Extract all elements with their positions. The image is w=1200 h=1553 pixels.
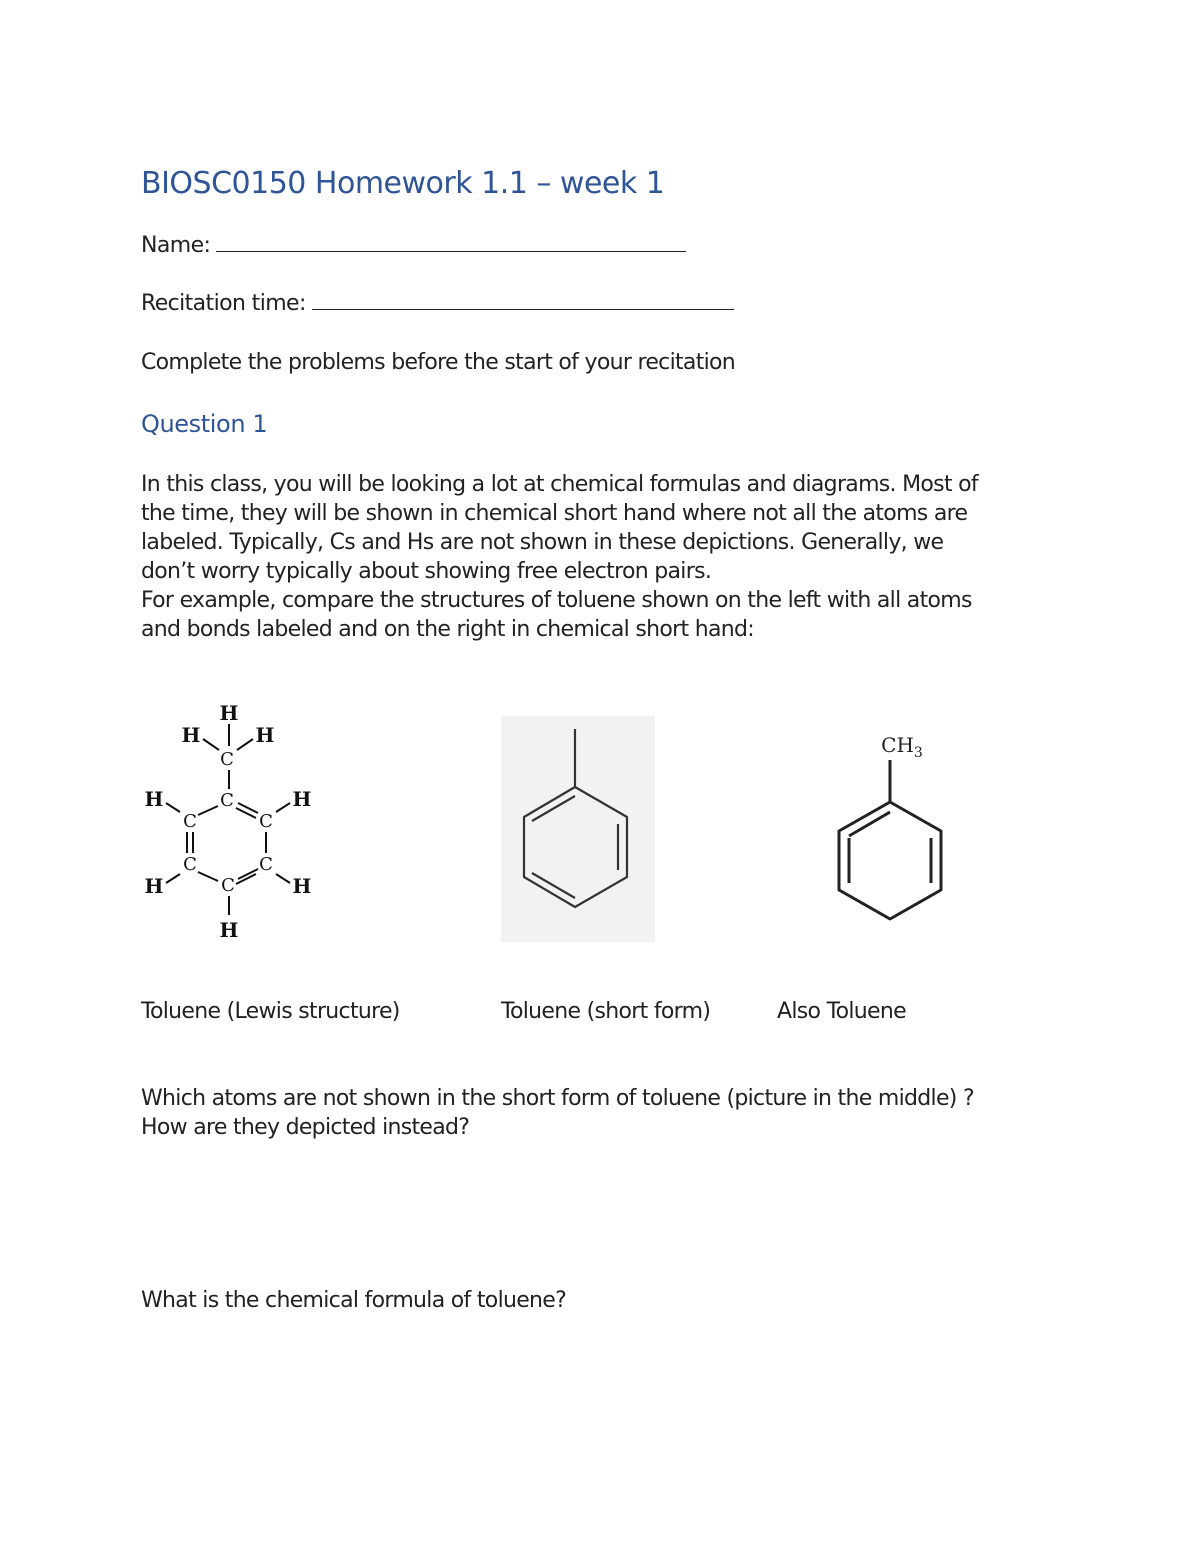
benzene-ring bbox=[839, 802, 941, 919]
ch3-label-ch: CH bbox=[881, 733, 914, 757]
paragraph-line: and bonds labeled and on the right in chemical short hand: bbox=[141, 617, 754, 642]
atom-h-methyl-left: H bbox=[181, 723, 201, 747]
bond-h-c bbox=[276, 803, 290, 812]
paragraph-line: In this class, you will be looking a lot at chemical formulas and diagrams. Most of bbox=[141, 472, 978, 497]
bond-c-c bbox=[198, 806, 218, 815]
atom-h-left-lower: H bbox=[144, 874, 164, 898]
bond-h-c bbox=[166, 874, 180, 883]
name-label: Name: bbox=[141, 233, 211, 258]
atom-c6: C bbox=[259, 811, 273, 832]
bond-h-c bbox=[203, 739, 219, 750]
document-title: BIOSC0150 Homework 1.1 – week 1 bbox=[141, 166, 665, 201]
atom-c4: C bbox=[221, 875, 235, 896]
paragraph-line: For example, compare the structures of toluene shown on the left with all atoms bbox=[141, 588, 972, 613]
atom-h-top: H bbox=[219, 701, 239, 725]
atom-c5: C bbox=[259, 854, 273, 875]
atom-c3: C bbox=[183, 854, 197, 875]
atom-h-methyl-right: H bbox=[255, 723, 275, 747]
toluene-short-form bbox=[501, 716, 655, 942]
recitation-blank-line bbox=[312, 291, 734, 310]
atom-h-right-lower: H bbox=[292, 874, 312, 898]
aromatic-inner-bond bbox=[849, 812, 890, 836]
question-line: How are they depicted instead? bbox=[141, 1115, 470, 1140]
name-field bbox=[141, 233, 686, 258]
ch3-label bbox=[881, 733, 923, 761]
recitation-field bbox=[141, 291, 734, 316]
question-chemical-formula: What is the chemical formula of toluene? bbox=[141, 1288, 567, 1313]
caption-lewis: Toluene (Lewis structure) bbox=[141, 999, 400, 1024]
question-1-heading: Question 1 bbox=[141, 410, 268, 438]
name-blank-line bbox=[216, 233, 686, 252]
benzene-ring bbox=[524, 787, 627, 907]
question-atoms-not-shown bbox=[141, 1084, 974, 1142]
toluene-lewis-structure bbox=[130, 695, 330, 945]
paragraph-line: the time, they will be shown in chemical short hand where not all the atoms are bbox=[141, 501, 968, 526]
atom-c-methyl: C bbox=[220, 749, 234, 770]
atom-h-bottom: H bbox=[219, 918, 239, 942]
question-line: Which atoms are not shown in the short form of toluene (picture in the middle) ? bbox=[141, 1086, 974, 1111]
bond-h-c bbox=[276, 874, 290, 883]
intro-paragraph bbox=[141, 470, 978, 644]
toluene-skeletal-structure bbox=[830, 725, 955, 930]
recitation-label: Recitation time: bbox=[141, 291, 306, 316]
bond-c-c bbox=[198, 872, 218, 881]
caption-also-toluene: Also Toluene bbox=[777, 999, 906, 1024]
bond-h-c bbox=[237, 739, 253, 750]
bond-h-c bbox=[166, 803, 180, 812]
atom-h-right-upper: H bbox=[292, 787, 312, 811]
caption-short-form: Toluene (short form) bbox=[501, 999, 711, 1024]
instruction-text: Complete the problems before the start of your recitation bbox=[141, 350, 736, 375]
atom-c1: C bbox=[220, 790, 234, 811]
ch3-label-subscript: 3 bbox=[913, 745, 923, 761]
paragraph-line: labeled. Typically, Cs and Hs are not shown in these depictions. Generally, we bbox=[141, 530, 944, 555]
atom-c2: C bbox=[183, 811, 197, 832]
paragraph-line: don’t worry typically about showing free electron pairs. bbox=[141, 559, 712, 584]
atom-h-left-upper: H bbox=[144, 787, 164, 811]
